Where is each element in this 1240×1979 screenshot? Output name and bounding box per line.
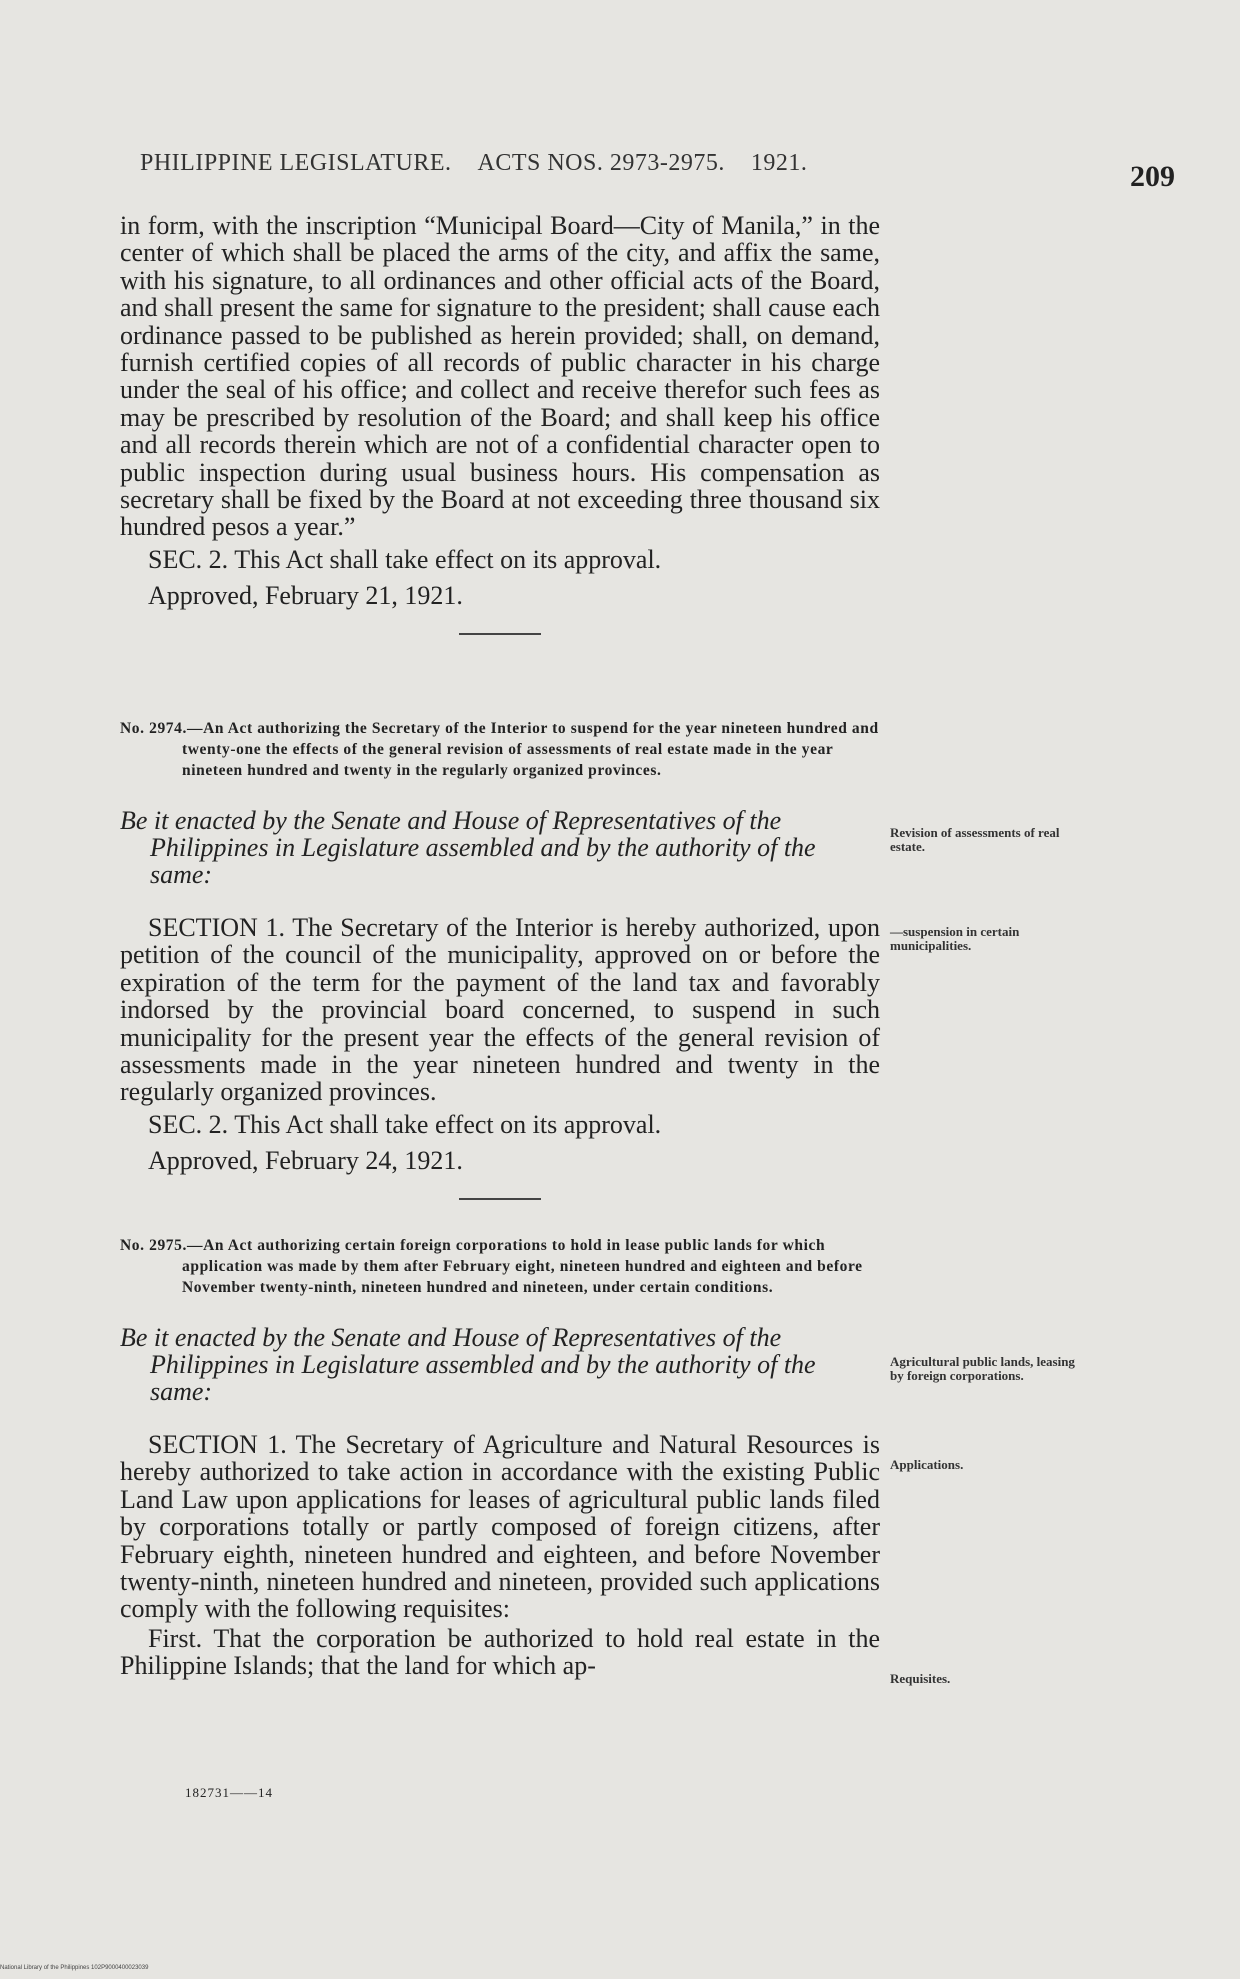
act-2973-sec2: SEC. 2. This Act shall take effect on its approval. bbox=[148, 544, 662, 574]
print-code: 182731——14 bbox=[185, 1785, 273, 1800]
margin-note-suspension: —suspension in certain municipalities. bbox=[890, 924, 1020, 953]
act-2974-title: No. 2974.—An Act authorizing the Secretary of the Interior to suspend for the year nineteen hundred and twenty-one the effects of the general revision of assessments of real estate made in the year nineteen hundred and twenty in the regularly organized provinces. bbox=[120, 720, 879, 779]
act-2973-section bbox=[120, 212, 880, 661]
page-number: 209 bbox=[1130, 160, 1175, 193]
margin-note-revision: Revision of assessments of real estate. bbox=[890, 825, 1060, 854]
act-2974-section bbox=[120, 718, 880, 1226]
act-2975-title: No. 2975.—An Act authorizing certain foreign corporations to hold in lease public lands for which application was made by them after February eight, nineteen hundred and eighteen and before November twenty-ninth, nineteen hundred and nineteen, under certain conditions. bbox=[120, 1237, 863, 1296]
scan-credit: National Library of the Philippines 102P9000400023039 bbox=[0, 1965, 149, 1971]
margin-note-agricultural: Agricultural public lands, leasing by foreign corporations. bbox=[890, 1354, 1075, 1383]
act-2973-continuation: in form, with the inscription “Municipal Board—City of Manila,” in the center of which shall be placed the arms of the city, and affix the same, with his signature, to all ordinances and other official acts of the Board, and shall present the same for signature to the president; shall cause each ordinance passed to be published as herein provided; shall, on demand, furnish certified copies of all records of public character in his charge under the seal of his office; and collect and receive therefor such fees as may be prescribed by resolution of the Board; and shall keep his office and all records therein which are not of a confidential character open to public inspection during usual business hours. His compensation as secretary shall be fixed by the Board at not exceeding three thousand six hundred pesos a year.” bbox=[120, 211, 880, 542]
running-head-acts: ACTS NOS. 2973-2975. bbox=[477, 150, 725, 176]
act-2974-enacting-clause: Be it enacted by the Senate and House of Representatives of the Philippines in Legislature assembled and by the authority of the same: bbox=[120, 806, 816, 889]
margin-note-requisites: Requisites. bbox=[890, 1671, 951, 1686]
act-2973-approved: Approved, February 21, 1921. bbox=[148, 580, 463, 610]
running-head-title: PHILIPPINE LEGISLATURE. bbox=[140, 150, 452, 176]
act-2975-section bbox=[120, 1235, 880, 1680]
act-2974-sec2: SEC. 2. This Act shall take effect on its approval. bbox=[148, 1109, 662, 1139]
margin-note-applications: Applications. bbox=[890, 1457, 964, 1472]
running-head-year: 1921. bbox=[750, 150, 808, 176]
act-2975-first-requisite: First. That the corporation be authorized to hold real estate in the Philippine Islands; that the land for which ap- bbox=[120, 1623, 880, 1681]
act-2974-section-1: SECTION 1. The Secretary of the Interior is hereby authorized, upon petition of the council of the municipality, approved on or before the expiration of the term for the payment of the land tax and favorably indorsed by the provincial board concerned, to suspend in such municipality for the present year the effects of the general revision of assessments made in the year nineteen hundred and twenty in the regularly organized provinces. bbox=[120, 913, 880, 1107]
section-divider bbox=[459, 633, 541, 635]
section-divider bbox=[459, 1198, 541, 1200]
running-header bbox=[140, 150, 880, 177]
act-2975-section-1: SECTION 1. The Secretary of Agriculture and Natural Resources is hereby authorized to take action in accordance with the existing Public Land Law upon applications for leases of agricultural public lands filed by corporations totally or partly composed of foreign citizens, after February eighth, nineteen hundred and eighteen, and before November twenty-ninth, nineteen hundred and nineteen, provided such applications comply with the following requisites: bbox=[120, 1430, 880, 1624]
act-2974-approved: Approved, February 24, 1921. bbox=[148, 1145, 463, 1175]
act-2975-enacting-clause: Be it enacted by the Senate and House of Representatives of the Philippines in Legislature assembled and by the authority of the same: bbox=[120, 1323, 816, 1406]
